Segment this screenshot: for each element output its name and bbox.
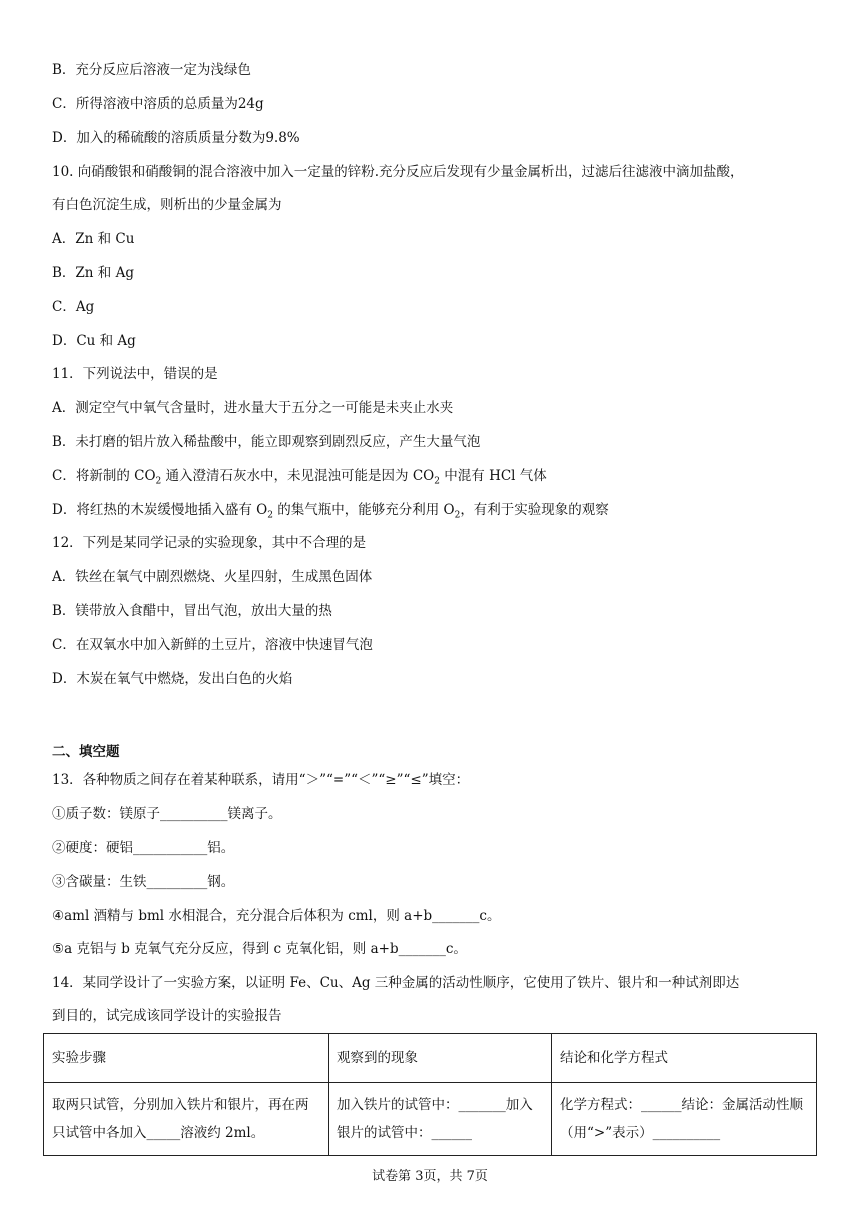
q10-option-a: A．Zn 和 Cu (52, 231, 135, 247)
page-footer: 试卷第 3页，共 7页 (372, 1169, 488, 1184)
q12-option-d: D．木炭在氧气中燃烧，发出白色的火焰 (52, 671, 293, 687)
option-b-text: B．充分反应后溶液一定为浅绿色 (52, 62, 251, 78)
q11-option-a: A．测定空气中氧气含量时，进水量大于五分之一可能是未夹止水夹 (52, 400, 454, 416)
q10-option-c: C．Ag (52, 299, 95, 315)
question-12-stem: 12．下列是某同学记录的实验现象，其中不合理的是 (52, 535, 367, 551)
q11d-part3: ，有利于实验现象的观察 (460, 502, 609, 518)
cell-steps: 取两只试管，分别加入铁片和银片，再在两只试管中各加入_____溶液约 2ml。 (44, 1083, 329, 1156)
q11c-part2: 通入澄清石灰水中，未见混浊可能是因为 CO (161, 468, 435, 484)
cell-conclusion: 化学方程式：______结论：金属活动性顺（用“>”表示）__________ (552, 1083, 817, 1156)
q11-option-d (52, 500, 609, 526)
subscript: 2 (267, 510, 273, 521)
q11c-part1: C．将新制的 CO (52, 468, 156, 484)
q13-item-3: ③含碳量：生铁_________钢。 (52, 874, 235, 890)
question-11-stem: 11．下列说法中，错误的是 (52, 366, 218, 382)
q11-option-c (52, 466, 547, 492)
question-14-stem-cont: 到目的，试完成该同学设计的实验报告 (52, 1008, 282, 1024)
table-row (44, 1083, 817, 1156)
question-10-stem: 10. 向硝酸银和硝酸铜的混合溶液中加入一定量的锌粉.充分反应后发现有少量金属析出，过滤后往滤液中滴加盐酸， (52, 164, 744, 180)
question-10-stem-cont: 有白色沉淀生成，则析出的少量金属为 (52, 197, 282, 213)
header-cell-steps: 实验步骤 (44, 1034, 329, 1083)
subscript: 2 (155, 476, 162, 487)
subscript: 2 (454, 510, 461, 521)
q13-item-1: ①质子数：镁原子__________镁离子。 (52, 806, 282, 822)
question-14-stem: 14．某同学设计了一实验方案，以证明 Fe、Cu、Ag 三种金属的活动性顺序，它使用了铁片、银片和一种试剂即达 (52, 975, 740, 991)
q11d-part1: D．将红热的木炭缓慢地插入盛有 O (52, 502, 268, 518)
q12-option-c: C．在双氧水中加入新鲜的土豆片，溶液中快速冒气泡 (52, 637, 373, 653)
subscript: 2 (434, 476, 440, 487)
header-cell-observation: 观察到的现象 (329, 1034, 552, 1083)
experiment-report-table (43, 1033, 817, 1156)
question-13-stem: 13．各种物质之间存在着某种联系，请用“＞”“=”“＜”“≥”“≤”填空： (52, 772, 470, 788)
q10-option-d: D．Cu 和 Ag (52, 333, 136, 349)
q13-item-2: ②硬度：硬铝___________铝。 (52, 840, 235, 856)
option-d-text: D．加入的稀硫酸的溶质质量分数为9.8% (52, 130, 300, 146)
cell-observation: 加入铁片的试管中：_______加入银片的试管中：______ (329, 1083, 552, 1156)
q12-option-b: B．镁带放入食醋中，冒出气泡，放出大量的热 (52, 603, 332, 619)
q10-option-b: B．Zn 和 Ag (52, 265, 134, 281)
option-c-text: C．所得溶液中溶质的总质量为24g (52, 96, 264, 112)
header-cell-conclusion: 结论和化学方程式 (552, 1034, 817, 1083)
q13-item-5: ⑤a 克铝与 b 克氧气充分反应，得到 c 克氧化铝，则 a+b_______c。 (52, 941, 467, 957)
section-heading: 二、填空题 (52, 744, 120, 760)
q12-option-a: A．铁丝在氧气中剧烈燃烧、火星四射，生成黑色固体 (52, 569, 373, 585)
q11d-part2: 的集气瓶中，能够充分利用 O (272, 502, 455, 518)
q11c-part3: 中混有 HCl 气体 (439, 468, 547, 484)
q13-item-4: ④aml 酒精与 bml 水相混合，充分混合后体积为 cml，则 a+b_______c。 (52, 908, 501, 924)
table-header-row (44, 1034, 817, 1083)
q11-option-b: B．未打磨的铝片放入稀盐酸中，能立即观察到剧烈反应，产生大量气泡 (52, 434, 481, 450)
